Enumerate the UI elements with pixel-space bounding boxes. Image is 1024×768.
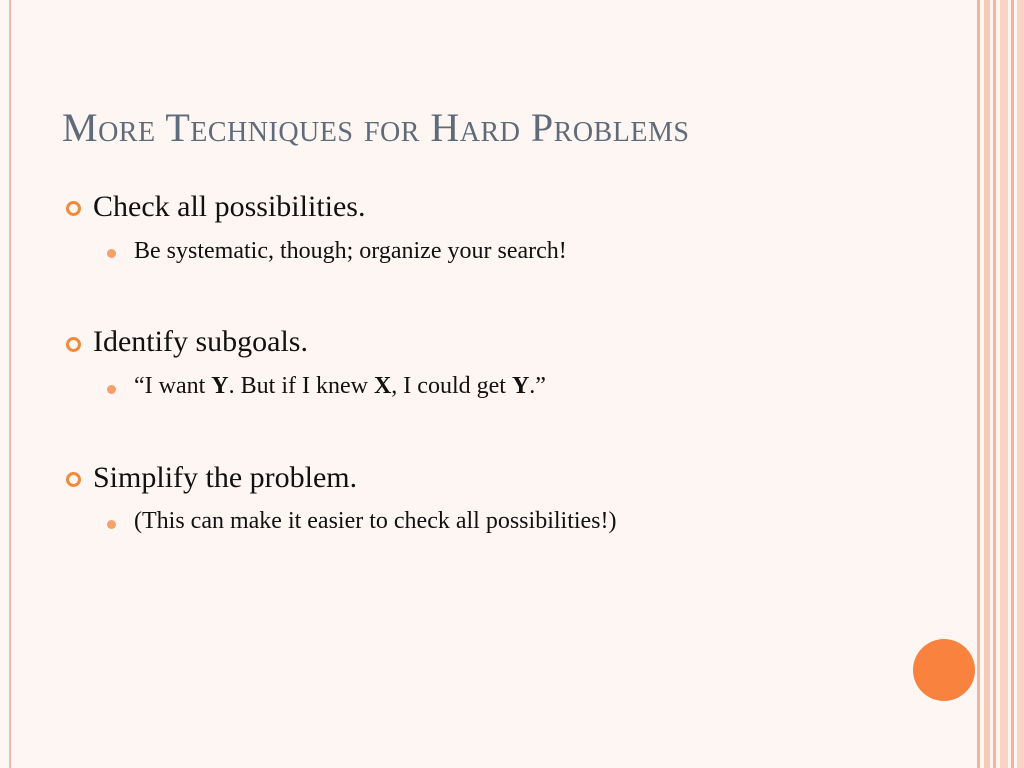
dot-bullet-icon — [107, 249, 116, 258]
sub-bullet-systematic — [134, 238, 567, 265]
quote-emphasis: X — [373, 373, 392, 399]
dot-bullet-icon — [107, 520, 116, 529]
sub-bullet-text: (This can make it easier to check all possibilities!) — [134, 508, 617, 534]
quote-text: . But if I knew — [228, 373, 374, 399]
sub-bullet-easier-check — [134, 508, 617, 535]
right-decorative-band — [993, 0, 996, 768]
bullet-check-possibilities: Check all possibilities. — [93, 190, 366, 223]
right-decorative-band — [1000, 0, 1008, 768]
right-decorative-band — [984, 0, 990, 768]
ring-bullet-icon — [66, 337, 81, 352]
quote-emphasis: Y — [211, 373, 229, 399]
ring-bullet-icon — [66, 472, 81, 487]
right-decorative-band — [1017, 0, 1024, 768]
quote-emphasis: Y — [511, 373, 530, 399]
right-decorative-band — [1011, 0, 1014, 768]
ring-bullet-icon — [66, 201, 81, 216]
dot-bullet-icon — [107, 385, 116, 394]
quote-text: .” — [529, 373, 546, 399]
sub-bullet-subgoal-quote — [134, 373, 546, 400]
bullet-identify-subgoals: Identify subgoals. — [93, 325, 308, 358]
quote-text: , I could get — [391, 373, 512, 399]
right-decorative-band — [977, 0, 980, 768]
slide-title: More Techniques for Hard Problems — [62, 105, 690, 150]
bullet-simplify-problem: Simplify the problem. — [93, 461, 358, 494]
orange-circle-decoration — [913, 639, 975, 701]
sub-bullet-text: Be systematic, though; organize your search! — [134, 238, 567, 264]
quote-text: “I want — [134, 373, 212, 399]
